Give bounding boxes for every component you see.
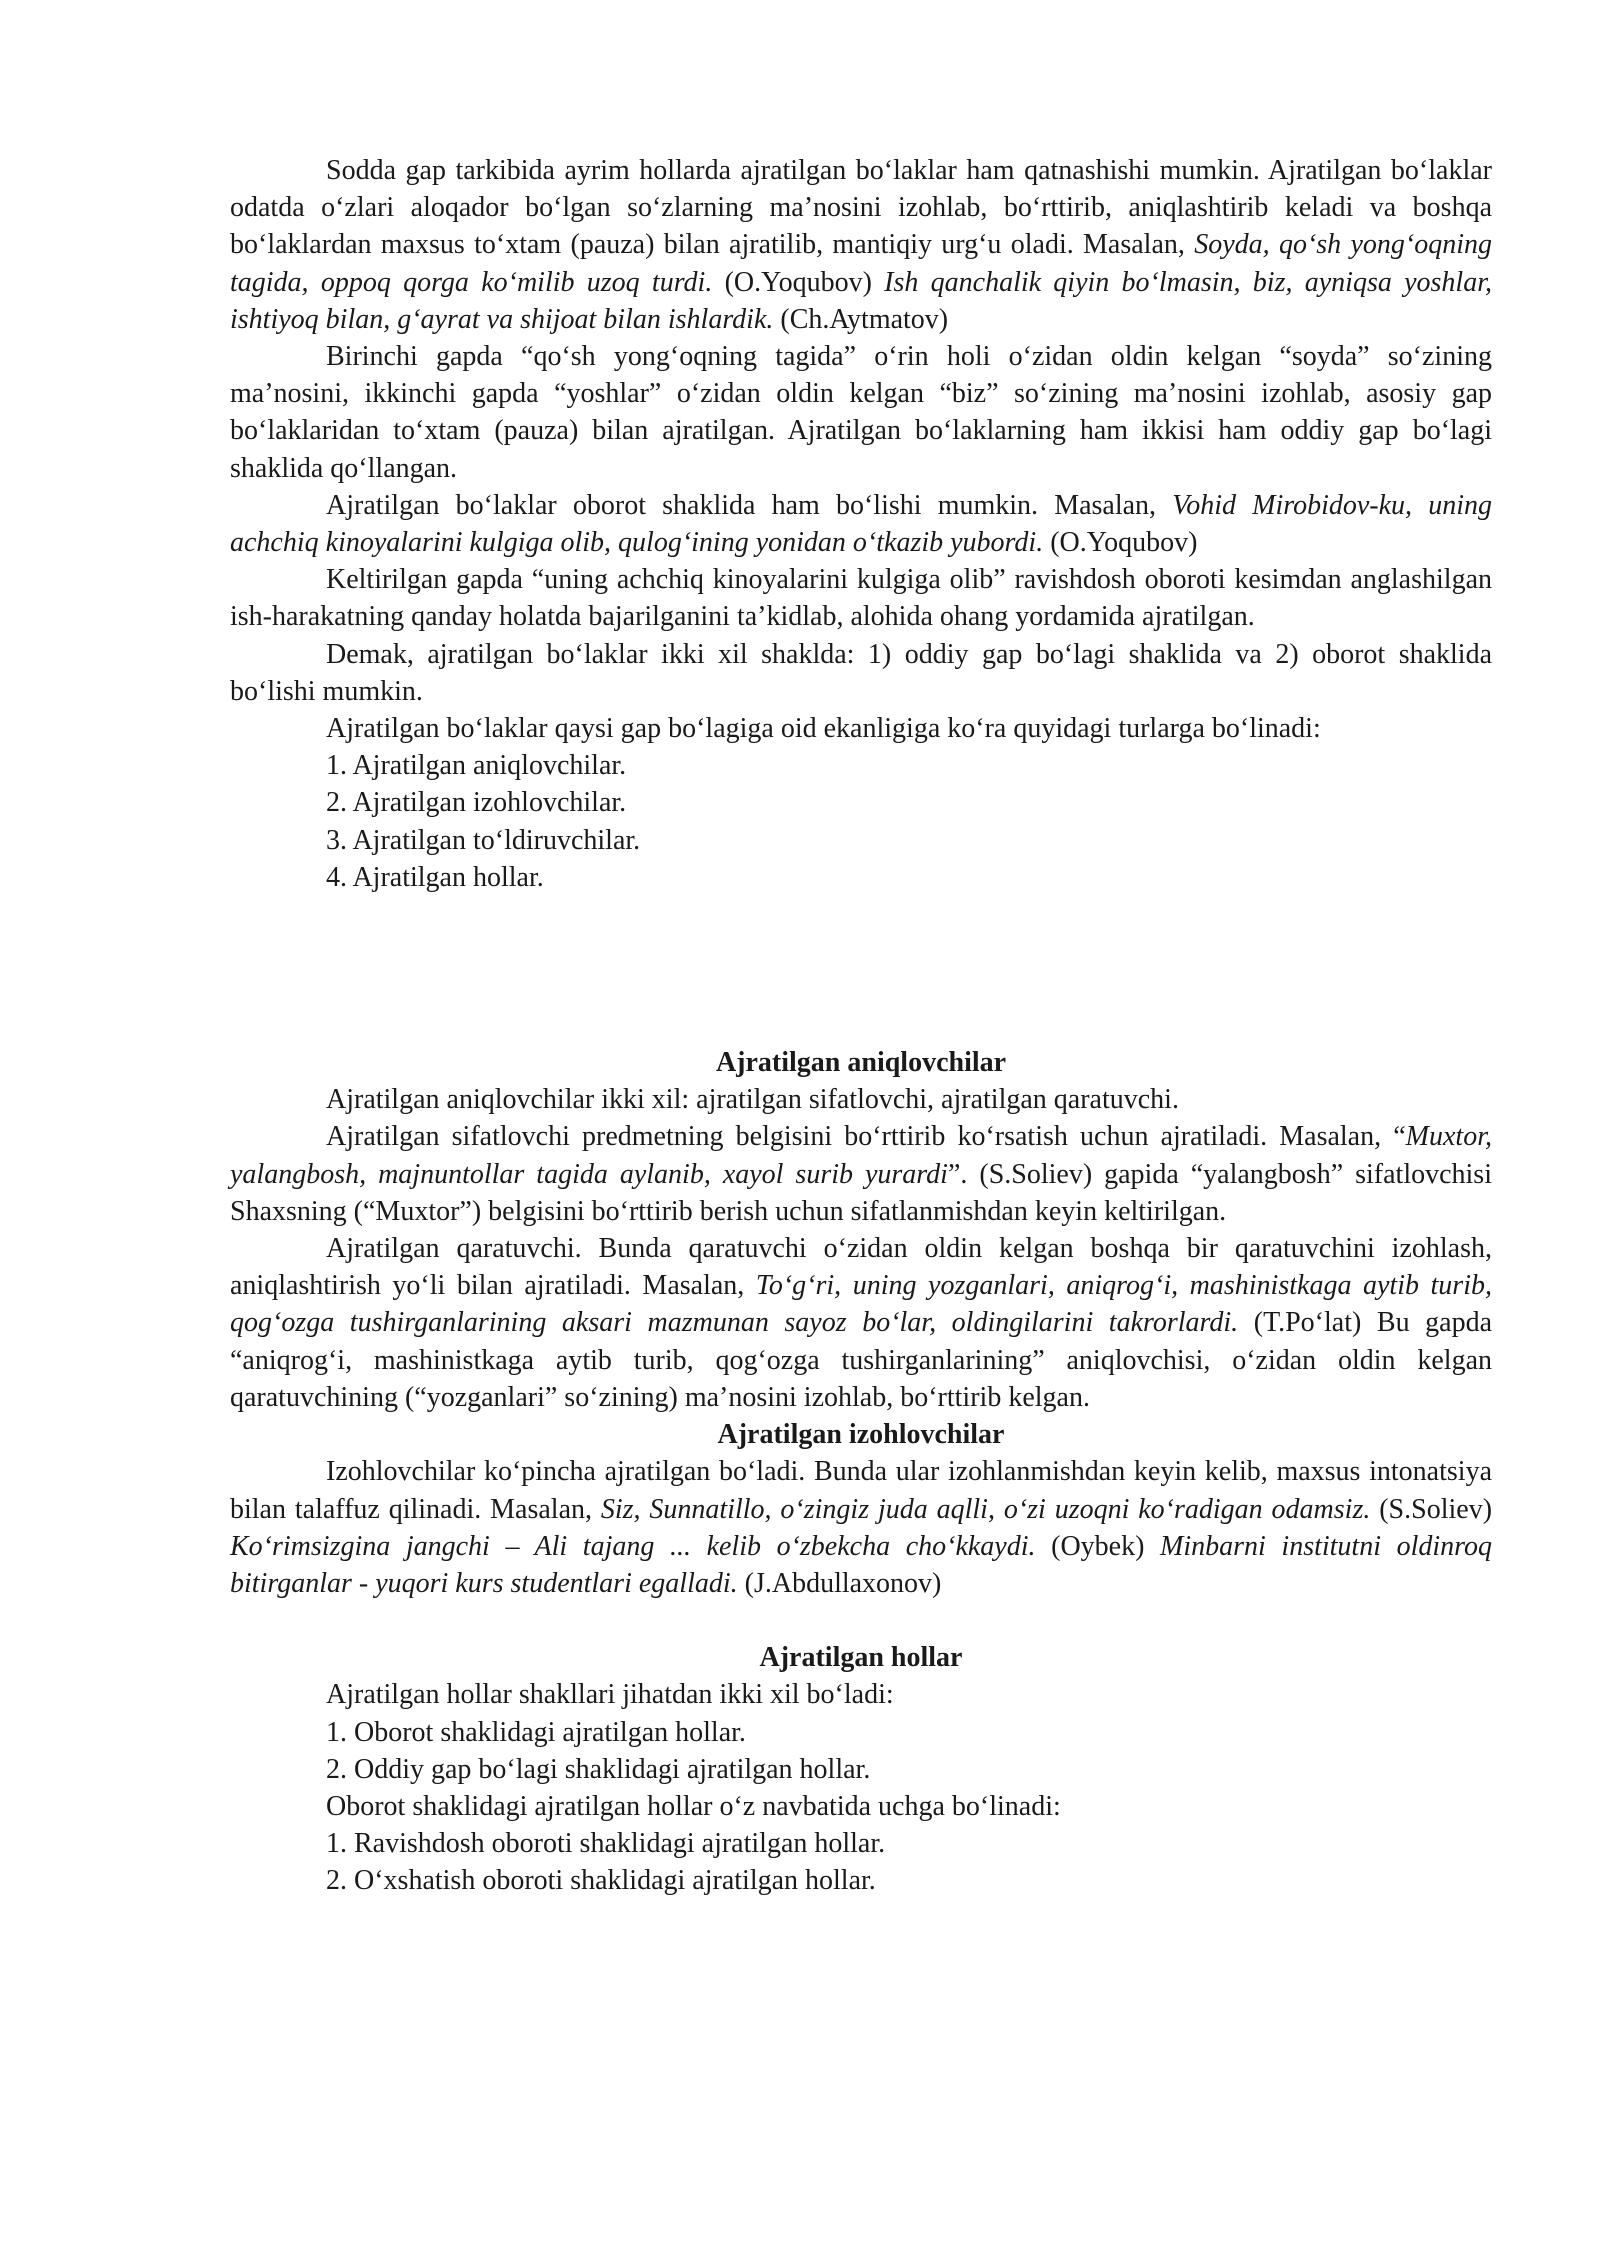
source-citation: (Ch.Aytmatov) bbox=[773, 303, 949, 335]
source-citation: (S.Soliev) bbox=[1370, 1493, 1493, 1525]
example-sentence: Ish qanchalik qiyin boʻlmasin, biz, ayniqsa yoshlar, ishtiyoq bilan, gʻayrat va shijoat bilan ishlardik. bbox=[230, 266, 1493, 335]
text-run: Ajratilgan qaratuvchi. Bunda qaratuvchi oʻzidan oldin kelgan boshqa bir qaratuvchini izohlash, aniqlashtirish yoʻli bilan ajratiladi. Masalan, bbox=[230, 1233, 1492, 1302]
text-run: Ajratilgan boʻlaklar oborot shaklida ham boʻlishi mumkin. Masalan, bbox=[326, 489, 1173, 521]
intro-paragraph-6: Ajratilgan boʻlaklar qaysi gap boʻlagiga oid ekanligiga koʻra quyidagi turlarga boʻlinadi: bbox=[326, 713, 1321, 745]
example-sentence: Siz, Sunnatillo, oʻzingiz juda aqlli, oʻzi uzoqni koʻradigan odamsiz. bbox=[600, 1493, 1371, 1525]
list-item: 1. Ajratilgan aniqlovchilar. bbox=[326, 750, 627, 782]
text-run: Ajratilgan sifatlovchi predmetning belgisini boʻrttirib koʻrsatish uchun ajratiladi. Masalan, “ bbox=[326, 1121, 1406, 1153]
section-heading-aniqlovchilar: Ajratilgan aniqlovchilar bbox=[715, 1047, 1007, 1079]
text-run: Izohlovchilar koʻpincha ajratilgan boʻladi. Bunda ular izohlanmishdan keyin kelib, maxsus intonatsiya bilan talaffuz qilinadi. Masalan, bbox=[230, 1456, 1492, 1525]
list-item: 2. Ajratilgan izohlovchilar. bbox=[326, 787, 627, 819]
aniqlovchilar-paragraph-3 bbox=[230, 1230, 1492, 1416]
example-sentence: Minbarni institutni oldinroq bitirganlar - yuqori kurs studentlari egalladi. bbox=[230, 1530, 1493, 1599]
text-run: ”. (S.Soliev) gapida “yalangbosh” sifatlovchisi Shaxsning (“Muxtor”) belgisini boʻrttirib berish uchun sifatlanmishdan keyin keltirilgan. bbox=[230, 1158, 1492, 1227]
hollar-paragraph-1: Ajratilgan hollar shakllari jihatdan ikki xil boʻladi: bbox=[326, 1679, 894, 1711]
section-heading-izohlovchilar: Ajratilgan izohlovchilar bbox=[717, 1419, 1005, 1451]
example-sentence: Soyda, qoʻsh yongʻoqning tagida, oppoq qorga koʻmilib uzoq turdi. bbox=[230, 229, 1492, 298]
list-item: 1. Ravishdosh oboroti shaklidagi ajratilgan hollar. bbox=[326, 1828, 886, 1860]
source-citation: (O.Yoqubov) bbox=[1043, 527, 1198, 559]
list-item: 2. Oʻxshatish oboroti shaklidagi ajratilgan hollar. bbox=[326, 1865, 876, 1897]
example-sentence: Koʻrimsizgina jangchi – Ali tajang ... kelib oʻzbekcha choʻkkaydi. bbox=[230, 1530, 1036, 1562]
source-citation: (J.Abdullaxonov) bbox=[737, 1567, 942, 1599]
hollar-paragraph-2: Oborot shaklidagi ajratilgan hollar oʻz navbatida uchga boʻlinadi: bbox=[326, 1790, 1061, 1822]
intro-paragraph-3 bbox=[230, 487, 1492, 561]
aniqlovchilar-paragraph-2 bbox=[230, 1118, 1492, 1230]
aniqlovchilar-paragraph-1: Ajratilgan aniqlovchilar ikki xil: ajratilgan sifatlovchi, ajratilgan qaratuvchi. bbox=[326, 1084, 1179, 1116]
example-sentence: Vohid Mirobidov-ku, uning achchiq kinoyalarini kulgiga olib, qulogʻining yonidan oʻtkazib yubordi. bbox=[230, 489, 1492, 559]
list-item: 3. Ajratilgan toʻldiruvchilar. bbox=[326, 824, 641, 856]
example-sentence: Muxtor, yalangbosh, majnuntollar tagida aylanib, xayol surib yurardi bbox=[230, 1121, 1492, 1190]
list-item: 2. Oddiy gap boʻlagi shaklidagi ajratilgan hollar. bbox=[326, 1753, 871, 1785]
example-sentence: Toʻgʻri, uning yozganlari, aniqrogʻi, mashinistkaga aytib turib, qogʻozga tushirganlarining aksari mazmunan sayoz boʻlar, oldingilarini takrorlardi. bbox=[230, 1270, 1492, 1339]
text-run: (T.Poʻlat) Bu gapda “aniqrogʻi, mashinistkaga aytib turib, qogʻozga tushirganlarining” aniqlovchisi, oʻzidan oldin kelgan qaratuvchining (“yozganlari” soʻzining) maʼnosini izohlab, boʻrttirib kelgan. bbox=[230, 1307, 1492, 1413]
intro-paragraph-4: Keltirilgan gapda “uning achchiq kinoyalarini kulgiga olib” ravishdosh oboroti kesimdan anglashilgan ish-harakatning qanday holatda bajarilganini taʼkidlab, alohida ohang yordamida ajratilgan. bbox=[230, 564, 1492, 633]
section-heading-hollar: Ajratilgan hollar bbox=[759, 1642, 963, 1674]
spacer bbox=[230, 896, 1492, 1044]
text-run: Sodda gap tarkibida ayrim hollarda ajratilgan boʻlaklar ham qatnashishi mumkin. Ajratilgan boʻlaklar odatda oʻzlari aloqador boʻlgan soʻzlarning maʼnosini izohlab, boʻrttirib, aniqlashtirib keladi va boshqa boʻlaklardan maxsus toʻxtam (pauza) bilan ajratilib, mantiqiy urgʻu oladi. Masalan, bbox=[230, 155, 1492, 261]
intro-paragraph-2: Birinchi gapda “qoʻsh yongʻoqning tagida” oʻrin holi oʻzidan oldin kelgan “soyda” soʻzining maʼnosini, ikkinchi gapda “yoshlar” oʻzidan oldin kelgan “biz” soʻzining maʼnosini izohlab, asosiy gap boʻlaklaridan toʻxtam (pauza) bilan ajratilgan. Ajratilgan boʻlaklarning ham ikkisi ham oddiy gap boʻlagi shaklida qoʻllangan. bbox=[230, 341, 1492, 484]
list-item: 1. Oborot shaklidagi ajratilgan hollar. bbox=[326, 1716, 746, 1748]
list-item: 4. Ajratilgan hollar. bbox=[326, 861, 544, 893]
source-citation: (O.Yoqubov) bbox=[712, 266, 885, 298]
izohlovchilar-paragraph-1 bbox=[230, 1453, 1492, 1602]
document-page bbox=[230, 152, 1492, 1900]
intro-paragraph-5: Demak, ajratilgan boʻlaklar ikki xil shaklda: 1) oddiy gap boʻlagi shaklida va 2) oborot shaklida boʻlishi mumkin. bbox=[230, 638, 1492, 707]
spacer bbox=[230, 1602, 1492, 1639]
source-citation: (Oybek) bbox=[1035, 1530, 1161, 1562]
intro-paragraph-1 bbox=[230, 152, 1492, 338]
